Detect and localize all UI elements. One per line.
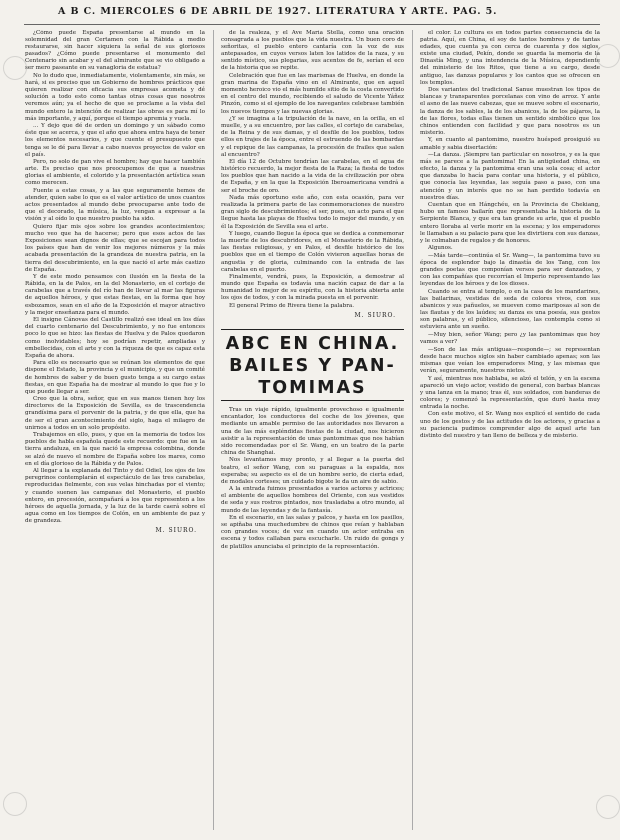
paragraph: —Más tarde—continúa el Sr. Wang—, la pantomima tuvo su época de esplendor bajo la dinastía de los Tang, con los grandes poetas que componían versos para ser danzados, y con las compañías que recorrían el Imperio representando las leyendas de los héroes y de los dioses. [420,252,600,288]
paragraph: Pero, no solo de pan vive el hombre; hay que hacer también arte. Es preciso que nos preocupemos de que a nuestras glorias el ambiente, el colorido y la presentación artística sean como merecen. [25,159,205,187]
paragraph: ¿Cómo puede España presentarse al mundo en la solemnidad del gran Certamen con la Rábida a medio restaurarse, sin hacer siquiera la señal de sus gloriosos pasados? ¿Cómo puede presentarse el monumento del Centenario sin acabar y el del almirante que se vio obligado a ser mero paseante en su vanagloria de estatua? [25,30,205,72]
paragraph: El insigne Cánovas del Castillo realizó ese ideal en los días del cuarto centenario del Descubrimiento, y no fue entonces poco lo que se hizo: las fiestas de Huelva y de Palos quedaron como inolvidables; hoy se podrían repetir, ampliadas y embellecidas, con el arte y con la riqueza de que es capaz esta España de ahora. [25,317,205,359]
paragraph: ... Y dejo que dé de orden un domingo y un sábado como éste que se acerca, y que el año que ahora entra haya de tener los elementos necesarios, y que cuente el presupuesto que tenga se le dé para llevar a cabo nuevos proyectos de valor en el país. [25,123,205,158]
paragraph: Y así, mientras nos hablaba, se alzó el telón, y en la escena apareció un viejo actor, vestido de general, con barbas blancas y una lanza en la mano; tras él, sus soldados, con banderas de colores; y comenzó la representación, que duró hasta muy entrada la noche. [420,375,600,410]
paragraph: Cuando se entra al templo, o en la casa de los mandarines, las bailarinas, vestidas de seda de colores vivos, con sus abanicos y sus pañuelos, se mueven como mariposas al son de las flautas y de los laúdes; su danza es una poesía, sus gestos son palabras, y el público, silencioso, las contempla como si estuviera ante un sueño. [420,288,600,331]
paragraph: Creo que la obra, señor, que en sus manos tienen hoy los directores de la Exposición de Sevilla, es de trascendencia grandísima para el porvenir de la patria, y de que ella, que ha de ser el gran acontecimiento del siglo, haga el milagro de unirnos a todos en un solo propósito. [25,396,205,431]
author-signature: M. SIURO. [354,312,396,320]
masthead: A B C. MIERCOLES 6 DE ABRIL DE 1927. LITERATURA Y ARTE. PAG. 5. [58,6,498,17]
paragraph: Para ello es necesario que se reúnan los elementos de que dispone el Estado, la provincia y el municipio, y que un comité de hombres de saber y de buen gusto tenga a su cargo estas fiestas, en que España ha de mostrar al mundo lo que fue y lo que puede llegar a ser. [25,360,205,395]
article-column-3 [420,30,600,838]
headline-line: ABC EN CHINA. [225,334,400,355]
archive-stamp-icon [596,795,620,819]
article-column-2 [221,30,404,838]
paragraph: Nada más oportuno este año, con esta ocasión, para ver realizada la primera parte de las conmemoraciones de nuestro gran siglo de descubrimientos; el ser, pues, un acto para el que llegue hasta las playas de Huelva todo lo mejor del mundo, y en él la Exposición de Sevilla sea el arte. [221,195,404,230]
paragraph: Tras un viaje rápido, igualmente provechoso e igualmente encantador, los conductores del coche de los jóvenes, que mediante un amable permiso de las autoridades nos llevaron a una de las más espléndidas fiestas de la ciudad, nos hicieron asistir a la representación de unas pantomimas que nos habían sido recomendadas por el Sr. Wang, en un teatro de la parte china de Shanghai. [221,407,404,456]
paragraph: Dos variantes del tradicional Sanue muestran los tipos de blancas y transparentes porcelanas con vino de arroz. Y ante el asno de las nueve cabezas, que se mueve sobre el escenario, la danza de los sables, la de los abanicos, la de los pájaros, la de las flores, todas ellas tienen un sentido simbólico que los chinos entienden con facilidad y que para nosotros es un misterio. [420,87,600,136]
paragraph: Quiero fijar mis ojos sobre los grandes acontecimientos; mucho veo que ha de hacerse; pero que esos actos de las Exposiciones sean dignos de ellas; que se escojan para todos los países que han de venir los mejores números y la más acabada presentación de la grandeza de nuestra patria, en la tierra del descubrimiento, en la que nació el arte más castizo de España. [25,224,205,273]
paragraph: En el escenario, en las salas y palcos, y hasta en los pasillos, se apiñaba una muchedumbre de chinos que reían y hablaban con grandes voces; de vez en cuando un actor entraba en escena y todos callaban para escucharle. Un ruido de gongs y de platillos anunciaba el principio de la representación. [221,515,404,550]
paragraph: Celebración que fue en las marismas de Huelva, en donde la gran marina de España vino en el Almirante, que en aquel momento heroico vio el más humilde sitio de la costa convertido en el centro del mundo, recibiendo el saludo de Vicente Yáñez Pinzón, como si el ejemplo de los navegantes celebrase también los nuevos tiempos y las nuevas glorias. [221,73,404,115]
article-headline [221,329,404,401]
paragraph: No lo dudo que, inmediatamente, violentamente, sin más, se hará, si es preciso que un Gobierno de hombres prácticos que quieren realizar con eficacia sus empresas acometa y dé solución a todo esto como tantas otras cosas que nosotros veremos aún; ya el hecho de que se proclame a la vista del mundo entero la intención de realizar las obras es para mí lo más importante, y aquí, porque el tiempo apremia y vuela. [25,73,205,122]
headline-line: TOMIMAS [258,378,367,399]
archive-stamp-icon [3,56,27,80]
paragraph: —Muy bien, señor Wang; pero ¿y las pantomimas que hoy vamos a ver? [420,331,600,346]
article-column-1 [25,30,205,838]
paragraph: Y, en cuanto al pantomimo, nuestro huésped prosiguió su amable y sabia disertación: [420,137,600,151]
paragraph: —La danza. ¡Siempre tan particular en nosotros, y es la que más se parece a la pantomima! En la antigüedad china, en efecto, la danza y la pantomima eran una sola cosa; el actor que danzaba lo hacía para contar una historia, y el público, que conocía las leyendas, las seguía paso a paso, con una atención y un interés que no se han perdido todavía en nuestros días. [420,152,600,201]
paragraph: Algunos. [428,245,453,252]
column-divider [213,30,214,830]
headline-line: BAILES Y PAN- [229,356,396,377]
paragraph: El general Primo de Rivera tiene la palabra. [229,303,354,310]
paragraph: el color. Lo cultura es en todos partes consecuencia de la patria. Aquí, en China, el soy de tantos hombres y de tantas edades, que cuenta ya con cerca de cuarenta y dos siglos, existe una ciudad, Pekín, donde se guarda la memoria de la Dinastía Ming, y una intendencia de la Música, dependiente del ministerio de los Ritos, que tiene a su cargo, desde antiguo, las danzas populares y los cantos que se ofrecen en los templos. [420,30,600,86]
paragraph: Nos levantamos muy pronto, y al llegar a la puerta del teatro, el señor Wang, con su paraguas a la espalda, nos esperaba; su aspecto es el de un hombre serio, de cierta edad, de modales corteses; un cuidado bigote le da un aire de sabio. [221,457,404,485]
archive-stamp-icon [596,44,620,68]
author-signature: M. SIURO. [155,526,197,534]
paragraph: Trabajemos en ello, pues, y que en la memoria de todos los pueblos de habla española quede este recuerdo: que fue en la tierra andaluza, en la que nació la empresa colombina, donde se alzó de nuevo el nombre de España sobre los mares, como en el día glorioso de la Rábida y de Palos. [25,432,205,467]
paragraph: El día 12 de Octubre tendrían las carabelas, en el agua de histórico recuerdo, la mejor fiesta de la Raza; la fiesta de todos los pueblos que han nacido a la vida de la civilización por obra de España, y en la que la Exposición Iberoamericana vendrá a ser el broche de oro. [221,159,404,194]
paragraph: de la realeza, y el Ave María Stella, como una oración consagrada a los pueblos que la vida nuestra. Un buen coro de señoritas, el pueblo entero cantaría con la voz de sus antepasados, en cuyos versos laten los latidos de la raza, y su sentido místico, sus plegarias, sus acentos de fe, serían el eco de la historia que se repite. [221,30,404,72]
header-rule [24,24,600,25]
paragraph: —Son de las más antiguas—responde—; se representan desde hace muchos siglos sin haber cambiado apenas; son las mismas que veían los emperadores Ming, y las mismas que verán, seguramente, nuestros nietos. [420,346,600,374]
paragraph: Con este motivo, el Sr. Wang nos explicó el sentido de cada uno de los gestos y de las actitudes de los actores, y gracias a su paciencia pudimos comprender algo de aquel arte tan distinto del nuestro y tan lleno de belleza y de misterio. [420,411,600,439]
column-divider [412,30,413,830]
paragraph: Y luego, cuando llegue la época que se dedica a conmemorar la muerte de los descubridores, en el Monasterio de la Rábida, las fiestas religiosas, y en Palos, el desfile histórico de los pueblos que en el tiempo de Colón vivieron aquellas horas de angustia y de gloria, culminando con la entrada de las carabelas en el puerto. [221,231,404,273]
paragraph: Fuente a estas cosas, y a las que seguramente hemos de atender, quien sabe lo que es el valor artístico de unos cuantos actos presentados al mundo debe preocuparse ante todo de que el decorado, la música, la luz, vengan a expresar a la visión y al oído lo que nuestro pueblo ha sido. [25,188,205,223]
paragraph: Y de este modo pensamos con ilusión en la fiesta de la Rábida, en la de Palos, en la del Monasterio, en el cortejo de carabelas que a través del río han de llevar al mar las figuras de aquellos héroes, y que estas fiestas, en la forma que hoy esbozamos, sean en el año de la Exposición el mayor atractivo y la mejor enseñanza para el mundo. [25,274,205,316]
paragraph: Cuentan que en Hángchéu, en la Provincia de Chekiang, hubo un famoso bailarín que representaba la historia de la Serpiente Blanca, y que era tan grande su arte, que el pueblo entero lloraba al verle morir en la escena; y los emperadores le llamaban a su palacio para que les divirtiera con sus danzas, y le colmaban de regalos y de honores. [420,202,600,244]
page-header [0,6,620,24]
paragraph: Finalmente, vendrá, pues, la Exposición, a demostrar al mundo que España es todavía una nación capaz de dar a la humanidad lo mejor de su espíritu, con la historia abierta ante los ojos de todos, y con la mirada puesta en el porvenir. [221,274,404,302]
paragraph: ¿Y se imagina a la tripulación de la nave, en la orilla, en el muelle, y a su encuentro, por las calles, el cortejo de carabelas, de la Reina y de sus damas, y el desfile de los pueblos, todos ellos en trajes de la época, entre el estruendo de las bombardas y el repique de las campanas, la procesión de frailes que salen al encuentro? [221,116,404,158]
archive-stamp-icon [3,792,27,816]
paragraph: Al llegar a la explanada del Tinto y del Odiel, los ojos de los peregrinos contemplarán el espectáculo de las tres carabelas, reproducidas fielmente, con sus velas hinchadas por el viento; y cuando suenen las campanas del Monasterio, el pueblo entero, en procesión, acompañará a los que representen a los héroes de aquella jornada, y la luz de la tarde caerá sobre el agua como en los tiempos de Colón, en un ambiente de paz y de grandeza. [25,468,205,524]
paragraph: A la entrada fuimos presentados a varios actores y actrices; el ambiente de aquellos hombres del Oriente, con sus vestidos de seda y sus rostros pintados, nos trasladaba a otro mundo, al mundo de las leyendas y de la fantasía. [221,486,404,514]
